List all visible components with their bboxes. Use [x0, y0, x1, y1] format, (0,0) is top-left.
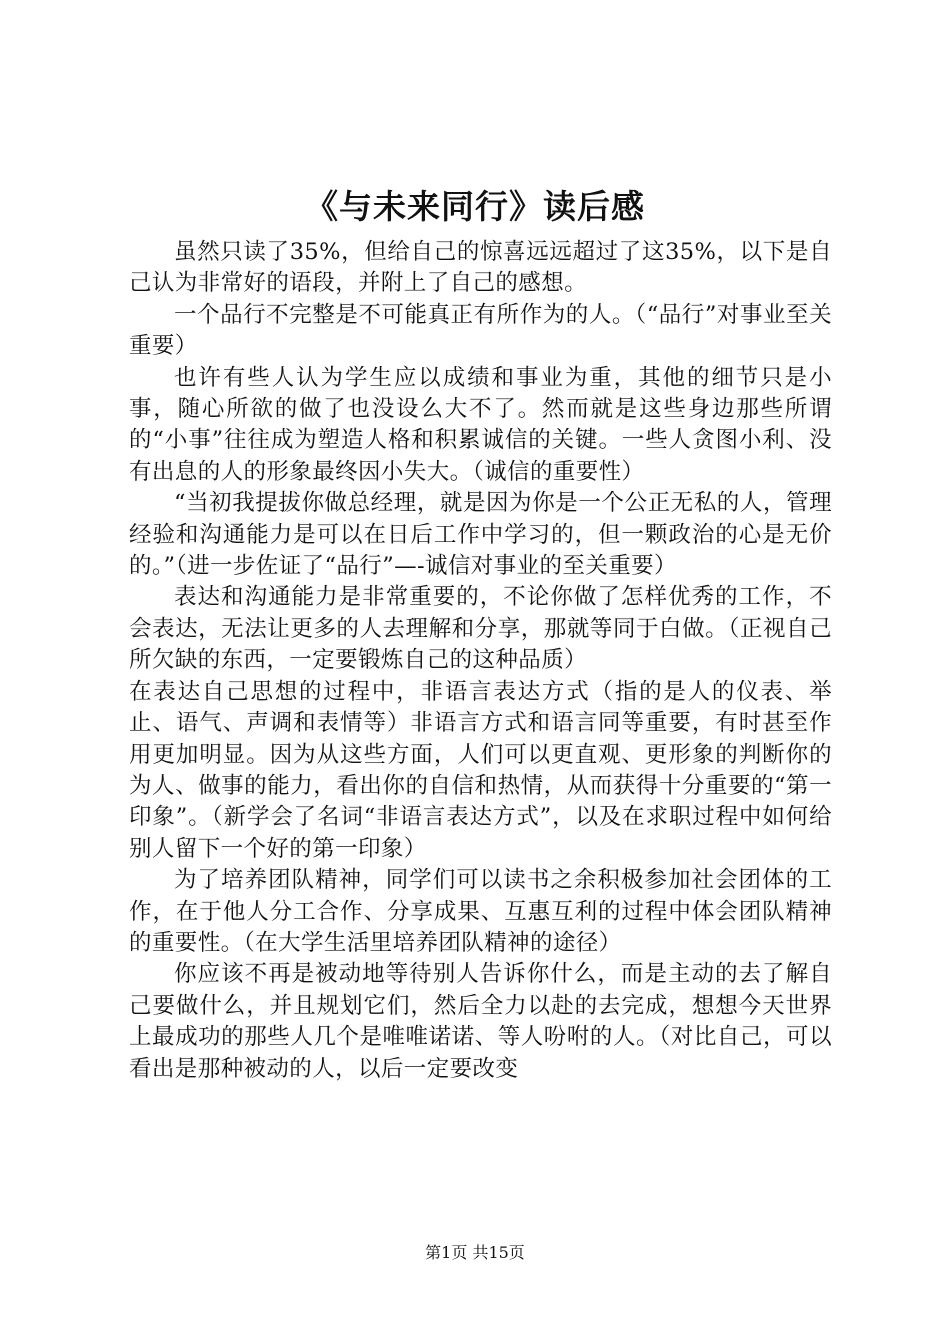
- document-title: 《与未来同行》读后感: [305, 187, 645, 226]
- paragraph: 虽然只读了35%，但给自己的惊喜远远超过了这35%，以下是自己认为非常好的语段，并附上了自己的感想。: [129, 239, 832, 297]
- paragraph: 表达和沟通能力是非常重要的，不论你做了怎样优秀的工作，不会表达，无法让更多的人去理解和分享，那就等同于白做。（正视自己所欠缺的东西，一定要锻炼自己的这种品质）: [129, 584, 832, 674]
- paragraph: 一个品行不完整是不可能真正有所作为的人。（“品行”对事业至关重要）: [129, 301, 832, 360]
- page-number-footer: 第1页 共15页: [425, 1243, 525, 1262]
- document-body: [129, 237, 832, 1085]
- paragraph: 为了培养团队精神，同学们可以读书之余积极参加社会团体的工作，在于他人分工合作、分享成果、互惠互利的过程中体会团队精神的重要性。（在大学生活里培养团队精神的途径）: [129, 867, 832, 956]
- paragraph: 也许有些人认为学生应以成绩和事业为重，其他的细节只是小事，随心所欲的做了也没设么大不了。然而就是这些身边那些所谓的“小事”往往成为塑造人格和积累诚信的关键。一些人贪图小利、没有出息的人的形象最终因小失大。（诚信的重要性）: [129, 364, 832, 485]
- paragraph: 在表达自己思想的过程中，非语言表达方式（指的是人的仪表、举止、语气、声调和表情等）非语言方式和语言同等重要，有时甚至作用更加明显。因为从这些方面，人们可以更直观、更形象的判断你的为人、做事的能力，看出你的自信和热情，从而获得十分重要的“第一印象”。（新学会了名词“非语言表达方式”，以及在求职过程中如何给别人留下一个好的第一印象）: [129, 678, 832, 862]
- paragraph: “当初我提拔你做总经理，就是因为你是一个公正无私的人，管理经验和沟通能力是可以在日后工作中学习的，但一颗政治的心是无价的。”（进一步佐证了“品行”—-诚信对事业的至关重要）: [129, 490, 832, 580]
- paragraph: 你应该不再是被动地等待别人告诉你什么，而是主动的去了解自己要做什么，并且规划它们，然后全力以赴的去完成，想想今天世界上最成功的那些人几个是唯唯诺诺、等人吩咐的人。（对比自己，可以看出是那种被动的人，以后一定要改变: [129, 961, 832, 1082]
